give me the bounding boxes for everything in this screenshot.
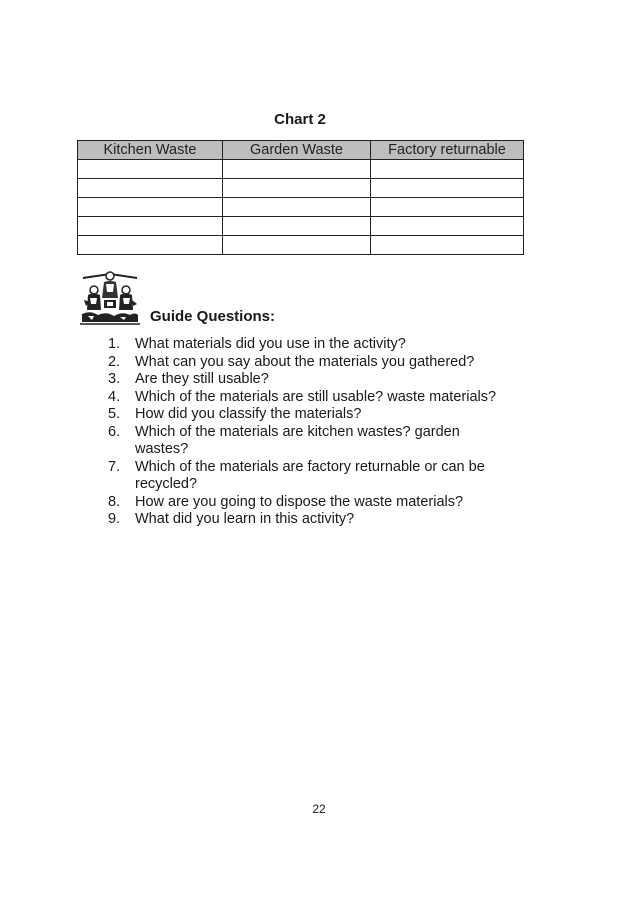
question-text: What materials did you use in the activity? bbox=[135, 336, 406, 352]
question-text: How did you classify the materials? bbox=[135, 406, 362, 422]
question-number: 4. bbox=[108, 388, 121, 405]
list-item bbox=[108, 494, 528, 512]
question-text: What can you say about the materials you gathered? bbox=[135, 353, 475, 370]
question-number: 9. bbox=[108, 511, 121, 527]
table-cell bbox=[223, 236, 371, 255]
question-number: 6. bbox=[108, 423, 121, 440]
table-cell bbox=[371, 217, 524, 236]
list-item bbox=[108, 459, 528, 494]
people-working-icon bbox=[80, 268, 140, 326]
table-header-row bbox=[78, 141, 524, 160]
table-row bbox=[78, 217, 524, 236]
table-cell bbox=[223, 160, 371, 179]
table-cell bbox=[223, 179, 371, 198]
table-cell bbox=[78, 160, 223, 179]
list-item bbox=[108, 389, 528, 407]
table-cell bbox=[371, 160, 524, 179]
list-item bbox=[108, 511, 528, 529]
question-number: 3. bbox=[108, 371, 121, 387]
list-item bbox=[108, 354, 528, 372]
question-number: 5. bbox=[108, 406, 121, 422]
table-cell bbox=[223, 217, 371, 236]
guide-questions-list bbox=[108, 336, 528, 529]
table-cell bbox=[371, 236, 524, 255]
list-item bbox=[108, 336, 528, 354]
list-item bbox=[108, 424, 528, 459]
list-item bbox=[108, 371, 528, 389]
page-number: 22 bbox=[312, 802, 326, 816]
question-text: Which of the materials are kitchen wastes? garden wastes? bbox=[135, 423, 460, 457]
question-number: 8. bbox=[108, 493, 121, 510]
guide-questions-heading: Guide Questions: bbox=[150, 308, 276, 325]
question-number: 2. bbox=[108, 353, 121, 370]
table-row bbox=[78, 160, 524, 179]
table-cell bbox=[371, 198, 524, 217]
table-row bbox=[78, 198, 524, 217]
question-text: Are they still usable? bbox=[135, 371, 269, 387]
list-item bbox=[108, 406, 528, 424]
table-row bbox=[78, 236, 524, 255]
table-cell bbox=[78, 198, 223, 217]
table-row bbox=[78, 179, 524, 198]
question-text: Which of the materials are factory returnable or can be recycled? bbox=[135, 458, 485, 492]
table-cell bbox=[371, 179, 524, 198]
table-cell bbox=[78, 236, 223, 255]
table-cell bbox=[78, 217, 223, 236]
table-cell bbox=[78, 179, 223, 198]
question-text: Which of the materials are still usable? waste materials? bbox=[135, 388, 497, 405]
chart-title: Chart 2 bbox=[274, 111, 326, 128]
header-garden-waste: Garden Waste bbox=[223, 141, 371, 160]
question-text: How are you going to dispose the waste materials? bbox=[135, 493, 464, 510]
question-text: What did you learn in this activity? bbox=[135, 511, 355, 527]
waste-classification-table bbox=[77, 140, 524, 255]
header-kitchen-waste: Kitchen Waste bbox=[78, 141, 223, 160]
question-number: 1. bbox=[108, 336, 121, 352]
table-cell bbox=[223, 198, 371, 217]
header-factory-returnable: Factory returnable bbox=[371, 141, 524, 160]
question-number: 7. bbox=[108, 458, 121, 475]
